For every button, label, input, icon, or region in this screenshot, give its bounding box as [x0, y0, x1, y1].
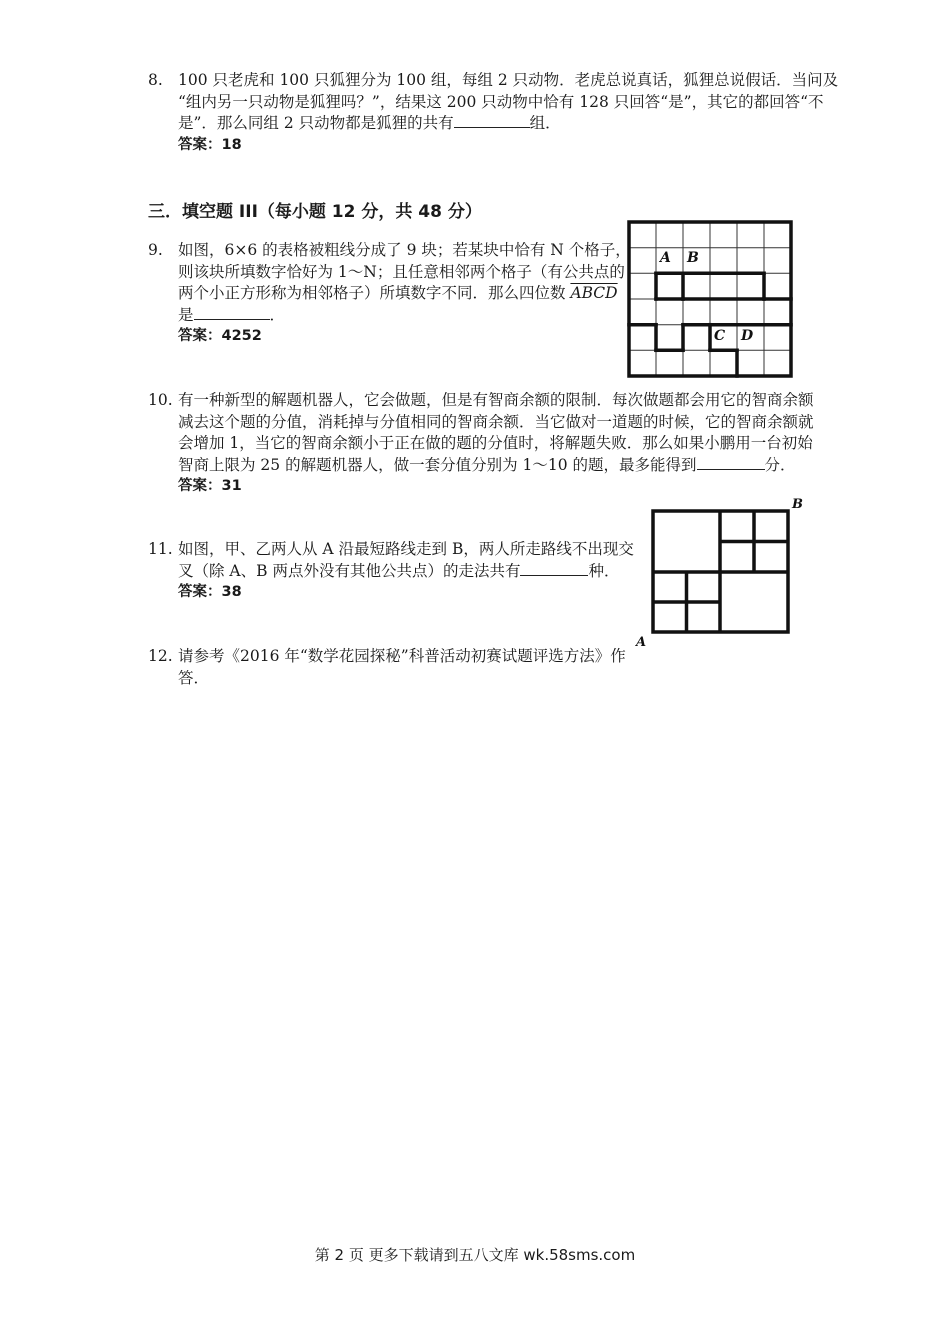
answer-line: 答案：38 [178, 584, 242, 600]
cell-label-d: D [741, 328, 754, 344]
question-text-line: 答． [178, 668, 210, 687]
question-body [178, 240, 631, 348]
answer-blank [520, 561, 588, 576]
answer-blank [454, 113, 530, 128]
question-number: 10. [148, 391, 173, 409]
point-label-b: B [792, 497, 803, 512]
answer-blank [697, 455, 765, 470]
cell-label-c: C [714, 328, 726, 344]
question-number: 11. [148, 540, 173, 558]
four-digit-number: ABCD [570, 284, 618, 302]
point-label-a: A [636, 635, 647, 650]
path-grid-figure [632, 494, 812, 650]
question-text-line: 两个小正方形称为相邻格子）所填数字不同．那么四位数 ABCD [178, 284, 618, 302]
question-text-line: 减去这个题的分值，消耗掉与分值相同的智商余额．当它做对一道题的时候，它的智商余额就 [178, 412, 814, 431]
question-text-line: 请参考《2016 年“数学花园探秘”科普活动初赛试题评选方法》作 [178, 647, 626, 665]
question-text-line: 如图，甲、乙两人从 A 沿最短路线走到 B，两人所走路线不出现交 [178, 540, 634, 558]
question-number: 9. [148, 241, 163, 259]
question-text-line: 则该块所填数字恰好为 1～N；且任意相邻两个格子（有公共点的 [178, 262, 625, 281]
cell-label-a: A [660, 250, 671, 266]
answer-blank [194, 305, 270, 320]
question-text-line: 会增加 1，当它的智商余额小于正在做的题的分值时，将解题失败．那么如果小鹏用一台初始 [178, 434, 813, 452]
section-title: 三．填空题 III（每小题 12 分，共 48 分） [148, 202, 482, 222]
question-number: 12. [148, 647, 173, 665]
question-body [178, 646, 626, 689]
question-body [178, 539, 634, 604]
answer-line: 答案：18 [178, 136, 242, 153]
question-body [178, 70, 838, 156]
question-text-line: 是”．那么同组 2 只动物都是狐狸的共有 组． [178, 114, 561, 132]
question-text-line: 有一种新型的解题机器人，它会做题，但是有智商余额的限制．每次做题都会用它的智商余额 [178, 391, 814, 409]
question-body [178, 390, 814, 498]
answer-line: 答案：4252 [178, 328, 262, 344]
question-text-line: 100 只老虎和 100 只狐狸分为 100 组，每组 2 只动物．老虎总说真话，狐狸总说假话．当问及 [178, 71, 839, 89]
question-text-line: 叉（除 A、B 两点外没有其他公共点）的走法共有 种． [178, 561, 620, 580]
question-text-line: “组内另一只动物是狐狸吗？”，结果这 200 只动物中恰有 128 只回答“是”，其它的都回答“不 [178, 92, 824, 111]
cell-label-b: B [687, 250, 699, 266]
question-number: 8. [148, 71, 163, 89]
grid-6x6-figure [624, 218, 796, 380]
question-text-line: 智商上限为 25 的解题机器人，做一套分值分别为 1～10 的题，最多能得到 分． [178, 455, 796, 474]
answer-line: 答案：31 [178, 478, 242, 494]
question-text-line: 是 ． [178, 305, 286, 324]
question-text-line: 如图，6×6 的表格被粗线分成了 9 块；若某块中恰有 N 个格子， [178, 241, 631, 259]
page-footer: 第 2 页 更多下载请到五八文库 wk.58sms.com [314, 1246, 636, 1264]
